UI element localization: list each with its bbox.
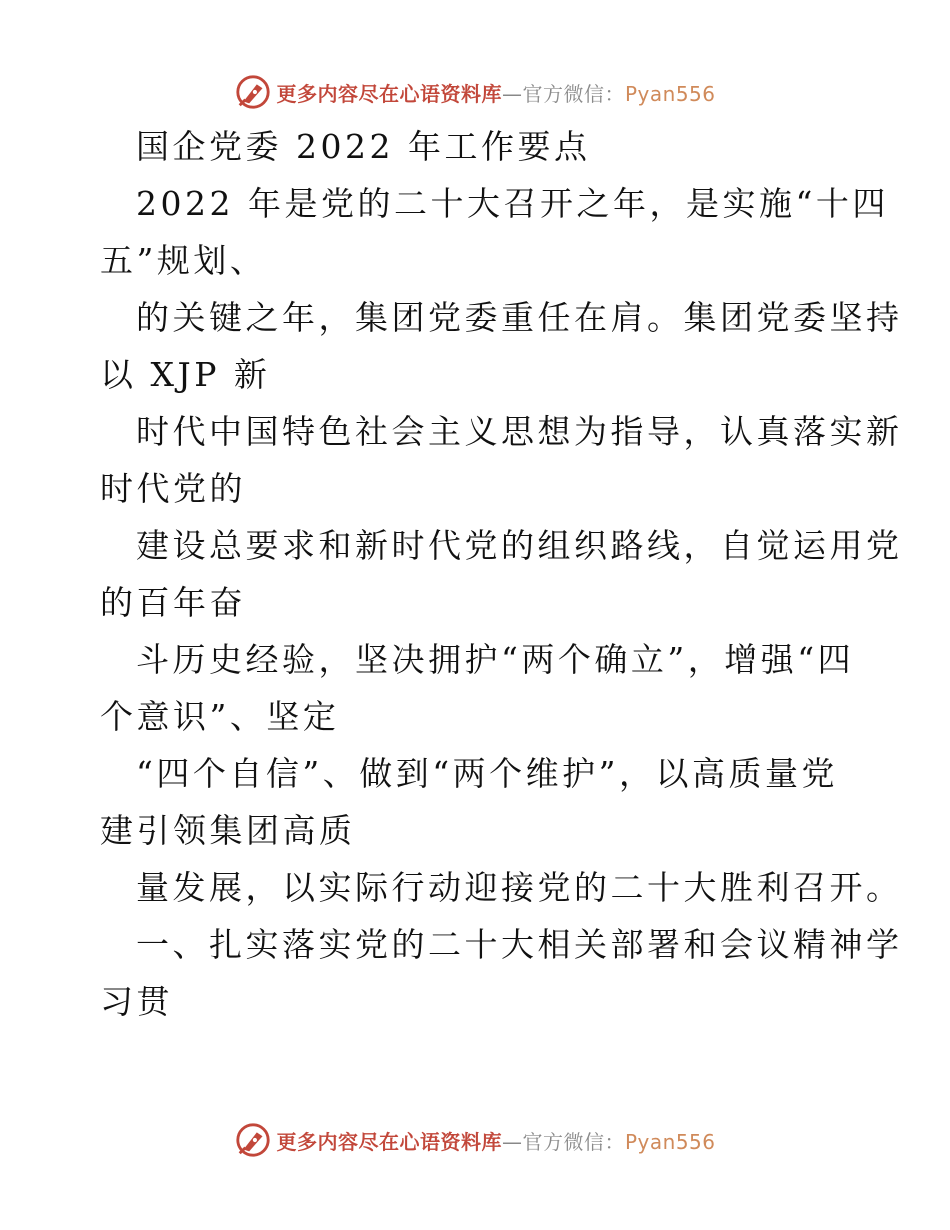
text-line: 斗历史经验，坚决拥护“两个确立”，增强“四 (136, 640, 855, 679)
text-line: 以 XJP 新 (100, 355, 271, 394)
text-line: 量发展，以实际行动迎接党的二十大胜利召开。 (136, 868, 903, 907)
header-dash: — (501, 81, 523, 106)
section-heading: 一、扎实落实党的二十大相关部署和会议精神学 (136, 925, 903, 964)
pen-nib-circle-icon (234, 1121, 272, 1159)
header-wechat-id: Pyan556 (624, 81, 716, 106)
pen-nib-circle-icon (234, 73, 272, 111)
document-title: 国企党委 2022 年工作要点 (136, 127, 591, 166)
text-line: 习贯 (100, 982, 173, 1021)
text-line: 个意识”、坚定 (100, 697, 340, 736)
text-line: “四个自信”、做到“两个维护”，以高质量党 (136, 754, 838, 793)
text-line: 2022 年是党的二十大召开之年，是实施“十四 (136, 184, 889, 223)
text-line: 时代中国特色社会主义思想为指导，认真落实新 (136, 412, 903, 451)
text-line: 五”规划、 (100, 241, 267, 280)
text-line: 建引领集团高质 (100, 811, 356, 850)
text-line: 建设总要求和新时代党的组织路线，自觉运用党 (136, 526, 903, 565)
footer-banner-text (276, 1126, 715, 1155)
text-line: 的百年奋 (100, 583, 246, 622)
footer-dash: — (501, 1129, 523, 1154)
text-line: 的关键之年，集团党委重任在肩。集团党委坚持 (136, 298, 903, 337)
header-official: 官方微信： (522, 81, 625, 106)
footer-banner (0, 1118, 950, 1162)
text-line: 时代党的 (100, 469, 246, 508)
header-banner (0, 70, 950, 114)
document-body (100, 118, 903, 1030)
header-brand: 更多内容尽在心语资料库 (276, 81, 502, 106)
footer-official: 官方微信： (522, 1129, 625, 1154)
header-banner-text (276, 78, 715, 107)
footer-brand: 更多内容尽在心语资料库 (276, 1129, 502, 1154)
footer-wechat-id: Pyan556 (624, 1129, 716, 1154)
